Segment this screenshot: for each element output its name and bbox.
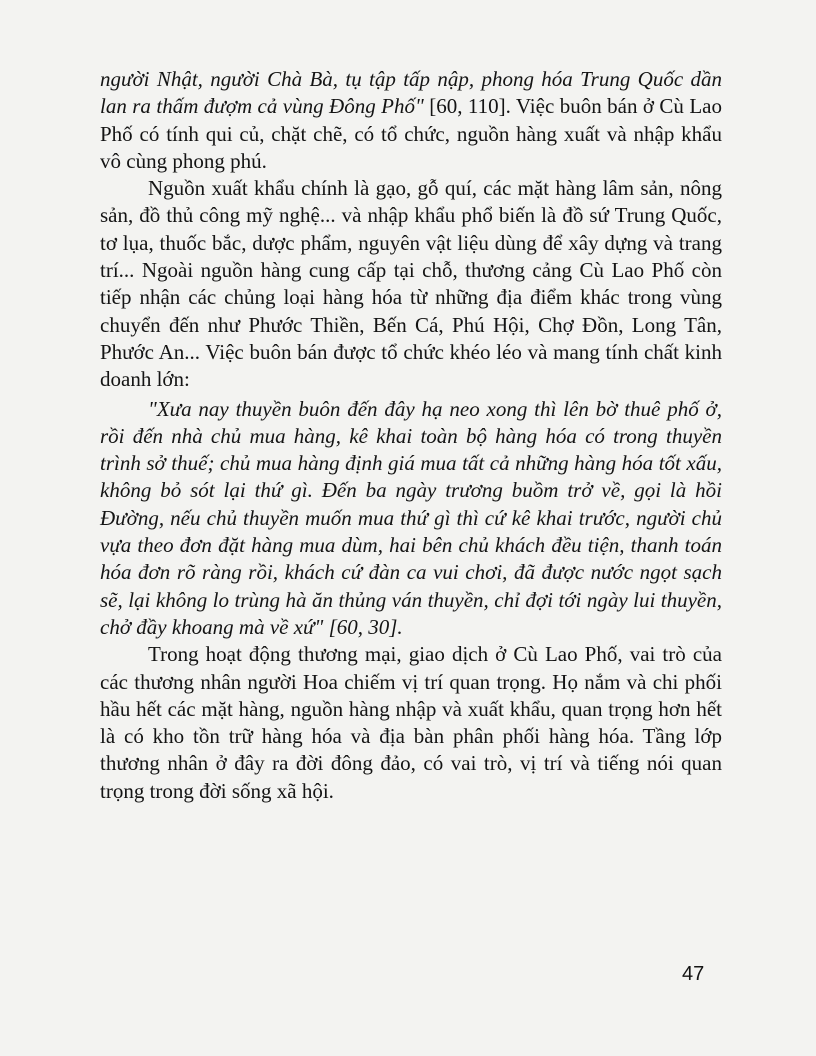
page-text-block [100, 66, 722, 805]
paragraph-continued [100, 66, 722, 175]
paragraph-continued-text: [60, 110]. Việc buôn bán ở Cù Lao Phố có tính qui củ, chặt chẽ, có tổ chức, nguồn hàng xuất và nhập khẩu vô cùng phong phú. [100, 94, 722, 173]
italic-quote-fragment: người Nhật, người Chà Bà, tụ tập tấp nập, phong hóa Trung Quốc dần lan ra thấm đượm cả vùng Đông Phố" [100, 67, 722, 119]
paragraph-merchants: Trong hoạt động thương mại, giao dịch ở Cù Lao Phố, vai trò của các thương nhân người Hoa chiếm vị trí quan trọng. Họ nắm và chi phối hầu hết các mặt hàng, nguồn hàng nhập và xuất khẩu, quan trọng hơn hết là có kho tồn trữ hàng hóa và địa bàn phân phối hàng hóa. Tầng lớp thương nhân ở đây ra đời đông đảo, có vai trò, vị trí và tiếng nói quan trọng trong đời sống xã hội. [100, 642, 722, 803]
page-number: 47 [682, 963, 705, 985]
block-quote: "Xưa nay thuyền buôn đến đây hạ neo xong thì lên bờ thuê phố ở, rồi đến nhà chủ mua hàng, kê khai toàn bộ hàng hóa có trong thuyền trình sở thuế; chủ mua hàng định giá mua tất cả những hàng hóa tốt xấu, không bỏ sót lại thứ gì. Đến ba ngày trương buồm trở về, gọi là hồi Đường, nếu chủ thuyền muốn mua thứ gì thì cứ kê khai trước, người chủ vựa theo đơn đặt hàng mua dùm, hai bên chủ khách đều tiện, thanh toán hóa đơn rõ ràng rồi, khách cứ đàn ca vui chơi, đã được nước ngọt sạch sẽ, lại không lo trùng hà ăn thủng ván thuyền, chỉ đợi tới ngày lui thuyền, chở đầy khoang mà về xứ" [60, 30]. [100, 396, 722, 639]
paragraph-exports: Nguồn xuất khẩu chính là gạo, gỗ quí, các mặt hàng lâm sản, nông sản, đồ thủ công mỹ nghệ... và nhập khẩu phổ biến là đồ sứ Trung Quốc, tơ lụa, thuốc bắc, dược phẩm, nguyên vật liệu dùng để xây dựng và trang trí... Ngoài nguồn hàng cung cấp tại chỗ, thương cảng Cù Lao Phố còn tiếp nhận các chủng loại hàng hóa từ những địa điểm khác trong vùng chuyển đến như Phước Thiền, Bến Cá, Phú Hội, Chợ Đồn, Long Tân, Phước An... Việc buôn bán được tổ chức khéo léo và mang tính chất kinh doanh lớn: [100, 176, 722, 392]
